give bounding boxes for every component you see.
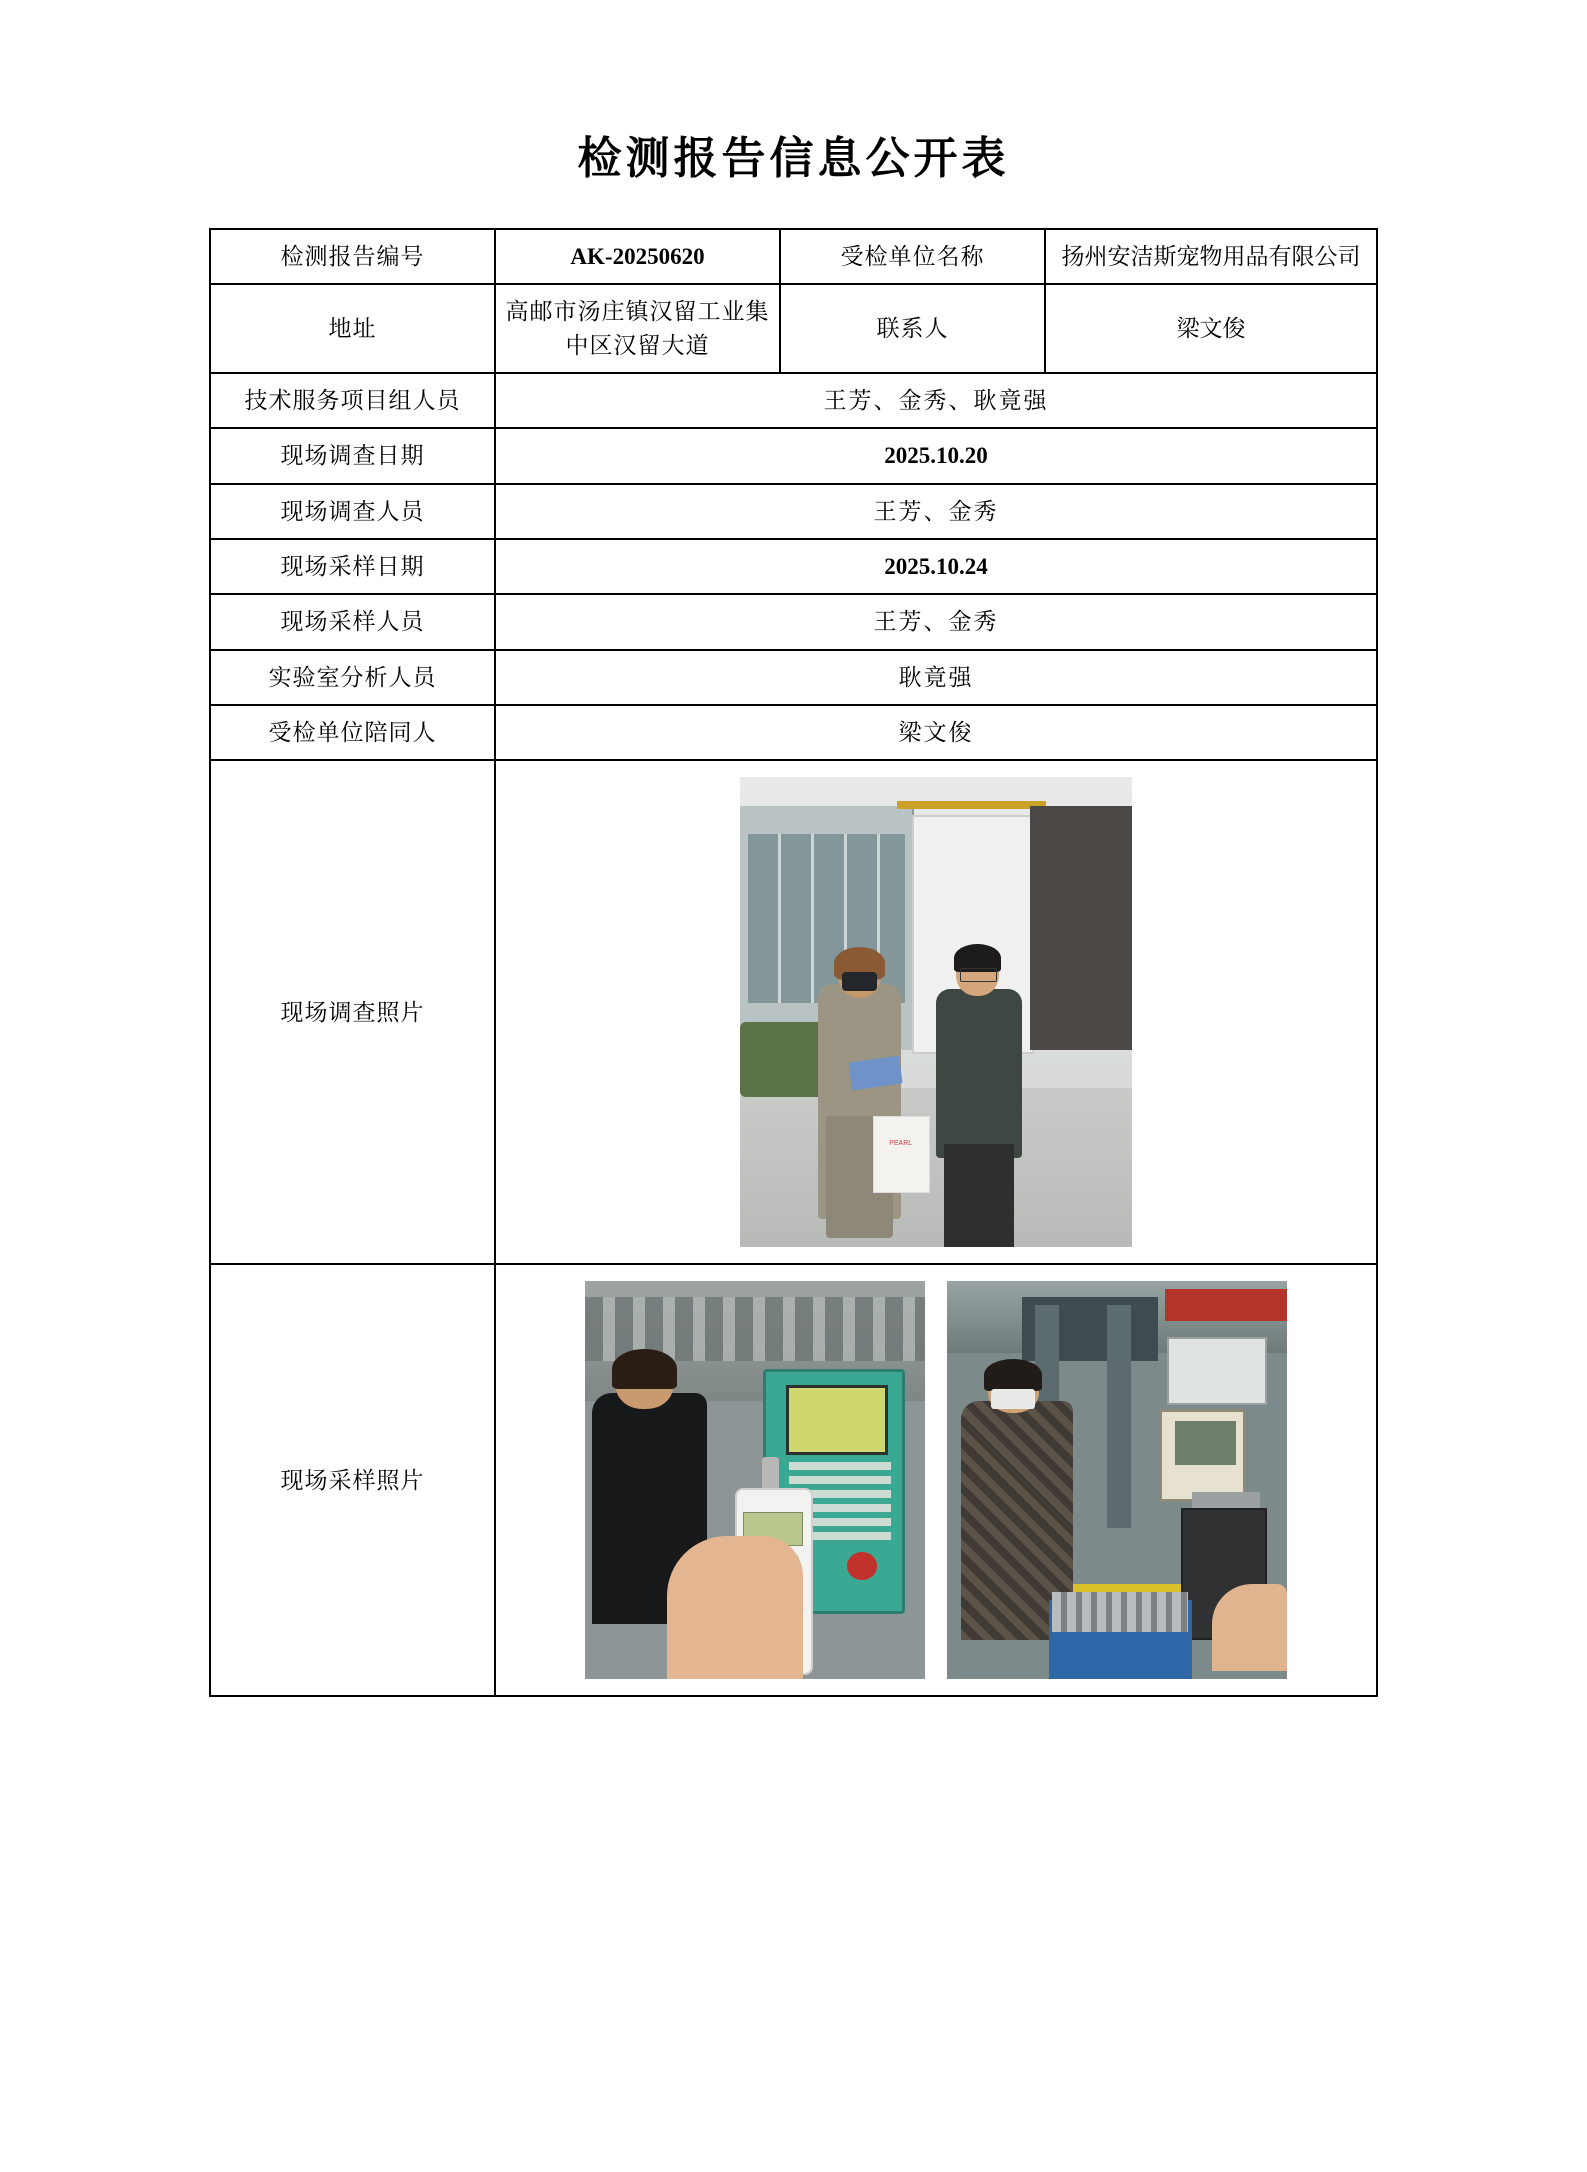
table-row: [210, 594, 1377, 649]
survey-photo-cell: [495, 760, 1377, 1264]
sampling-photo-right-image: [947, 1281, 1287, 1679]
label-company-name: 受检单位名称: [780, 229, 1045, 284]
value-survey-staff: 王芳、金秀: [495, 484, 1377, 539]
report-info-table: [209, 228, 1378, 1697]
label-sampling-staff: 现场采样人员: [210, 594, 495, 649]
table-row: [210, 284, 1377, 373]
label-survey-date: 现场调查日期: [210, 428, 495, 483]
survey-photo-image: [740, 777, 1132, 1247]
value-report-number: AK-20250620: [495, 229, 780, 284]
value-contact: 梁文俊: [1045, 284, 1377, 373]
value-address: 高邮市汤庄镇汉留工业集中区汉留大道: [495, 284, 780, 373]
value-survey-date: 2025.10.20: [495, 428, 1377, 483]
table-row: [210, 229, 1377, 284]
table-row-sampling-photo: [210, 1264, 1377, 1696]
label-contact: 联系人: [780, 284, 1045, 373]
table-row: [210, 484, 1377, 539]
label-report-number: 检测报告编号: [210, 229, 495, 284]
table-row: [210, 539, 1377, 594]
table-row: [210, 705, 1377, 760]
value-sampling-staff: 王芳、金秀: [495, 594, 1377, 649]
sampling-photo-left-image: [585, 1281, 925, 1679]
label-accompany-person: 受检单位陪同人: [210, 705, 495, 760]
value-accompany-person: 梁文俊: [495, 705, 1377, 760]
label-survey-photo: 现场调查照片: [210, 760, 495, 1264]
page-title: 检测报告信息公开表: [577, 134, 1010, 183]
label-sampling-photo: 现场采样照片: [210, 1264, 495, 1696]
value-project-team: 王芳、金秀、耿竟强: [495, 373, 1377, 428]
label-survey-staff: 现场调查人员: [210, 484, 495, 539]
label-project-team: 技术服务项目组人员: [210, 373, 495, 428]
label-sampling-date: 现场采样日期: [210, 539, 495, 594]
value-company-name: 扬州安洁斯宠物用品有限公司: [1045, 229, 1377, 284]
label-address: 地址: [210, 284, 495, 373]
label-lab-analyst: 实验室分析人员: [210, 650, 495, 705]
sampling-photo-wrap: [502, 1275, 1370, 1685]
table-row-survey-photo: [210, 760, 1377, 1264]
table-row: [210, 428, 1377, 483]
sampling-photo-cell: [495, 1264, 1377, 1696]
document-page: [0, 122, 1587, 2172]
value-lab-analyst: 耿竟强: [495, 650, 1377, 705]
survey-photo-wrap: [502, 771, 1370, 1253]
value-sampling-date: 2025.10.24: [495, 539, 1377, 594]
shopping-bag-text: PEARL: [889, 1140, 913, 1148]
table-row: [210, 373, 1377, 428]
table-row: [210, 650, 1377, 705]
